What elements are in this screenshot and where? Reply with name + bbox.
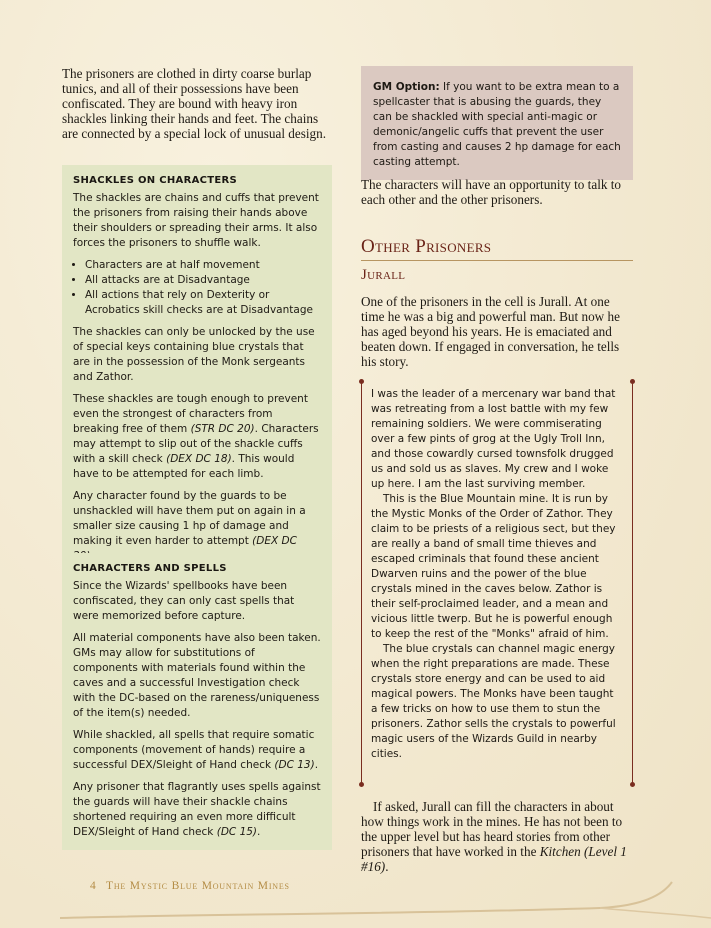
shackles-bullet-list	[73, 258, 321, 318]
shackles-p2: The shackles can only be unlocked by the use of special keys containing blue crystals that are in the possession of the Monk sergeants and Zathor.	[73, 326, 315, 383]
outro-paragraph: If asked, Jurall can fill the characters in about how things work in the mines. He has not been to the upper level but has heard stories from other prisoners that have worked in the Kitchen (Level 1 #16).	[361, 799, 627, 874]
quote-corner-dot	[359, 782, 364, 787]
spells-p2: All material components have also been taken. GMs may allow for substitutions of components with materials found within the caves and a successful Investigation check with the DC-based on the rareness/uniqueness of the item(s) needed.	[73, 632, 321, 719]
section-title: Other Prisoners	[361, 236, 633, 261]
shackles-sidebar	[62, 165, 332, 574]
page-number: 4	[90, 880, 97, 892]
quote-left-rule	[361, 381, 362, 785]
shackles-title: SHACKLES ON CHARACTERS	[73, 175, 238, 186]
page-footer	[90, 880, 290, 892]
spells-p3: While shackled, all spells that require somatic components (movement of hands) require a successful DEX/Sleight of Hand check (DC 13).	[73, 729, 319, 771]
spells-p4: Any prisoner that flagrantly uses spells against the guards will have their shackle chains shortened requiring an even more difficult DEX/Sleight of Hand check (DC 15).	[73, 781, 321, 838]
spells-title: CHARACTERS AND SPELLS	[73, 563, 227, 574]
quote-p1: I was the leader of a mercenary war band that was retreating from a lost battle with my few remaining soldiers. We were commiserating over a few pints of grog at the Ugly Troll Inn, and those cowardly cursed townsfolk drugged us and sold us as slaves. My crew and I woke up here. I am the last surviving member.	[371, 388, 616, 490]
quote-corner-dot	[359, 379, 364, 384]
book-title: The Mystic Blue Mountain Mines	[106, 880, 290, 892]
intro-paragraph: The prisoners are clothed in dirty coarse burlap tunics, and all of their possessions have been confiscated. They are bound with heavy iron shackles linking their hands and feet. The chains are connected by a special lock of unusual design.	[62, 66, 327, 141]
list-item: • Characters are at half movement	[85, 258, 321, 273]
shackles-p3: These shackles are tough enough to prevent even the strongest of characters from breaking free of them (STR DC 20). Characters may attempt to slip out of the shackle cuffs with a skill check (DEX DC 18). This would have to be attempted for each limb.	[73, 393, 319, 480]
quote-corner-dot	[630, 379, 635, 384]
shackles-p1: The shackles are chains and cuffs that prevent the prisoners from raising their hands above their shoulders or spreading their arms. It also forces the prisoners to shuffle walk.	[73, 192, 319, 249]
talk-paragraph: The characters will have an opportunity to talk to each other and the other prisoners.	[361, 177, 622, 207]
shackles-p4: Any character found by the guards to be unshackled will have them put on again in a smaller size causing 1 hp of damage and making it even harder to attempt (DEX DC	[73, 490, 306, 547]
gm-option-text: If you want to be extra mean to a spellcaster that is abusing the guards, they can be shackled with special anti-magic or demonic/angelic cuffs that prevent the user from casting and causes 2 hp damage for each casting attempt.	[373, 81, 621, 168]
quote-right-rule	[632, 381, 633, 785]
list-item: • All actions that rely on Dexterity or Acrobatics skill checks are at Disadvantage	[85, 288, 321, 318]
gm-option-box	[361, 66, 633, 180]
list-item: • All attacks are at Disadvantage	[85, 273, 321, 288]
quote-p2: This is the Blue Mountain mine. It is run by the Mystic Monks of the Order of Zathor. They claim to be priests of a religious sect, but they are really a band of small time thieves and escaped criminals that found these ancient Dwarven ruins and the power of the blue crystals mined in the caves below. Zathor is their self-proclaimed leader, and a mean and vicious little twerp. But he is powerful enough to keep the rest of the "Monks" afraid of him.	[371, 493, 616, 640]
gm-option-label: GM Option:	[373, 81, 440, 93]
quote-corner-dot	[630, 782, 635, 787]
quote-p3: The blue crystals can channel magic energy when the right preparations are made. These crystals store energy and can be used to aid magical powers. The Monks have been taught a few tricks on how to use them to stun the prisoners. Zathor sells the crystals to powerful magic users of the Wizards Guild in nearby cities.	[371, 643, 616, 760]
spells-p1: Since the Wizards' spellbooks have been confiscated, they can only cast spells that were memorized before capture.	[73, 580, 295, 622]
jurall-quote-box	[361, 381, 633, 785]
subsection-title: Jurall	[361, 267, 406, 283]
jurall-intro: One of the prisoners in the cell is Jurall. At one time he was a big and powerful man. But now he has aged beyond his years. He is emaciated and beaten down. If engaged in conversation, he tells his story.	[361, 294, 620, 369]
spells-sidebar	[62, 553, 332, 850]
